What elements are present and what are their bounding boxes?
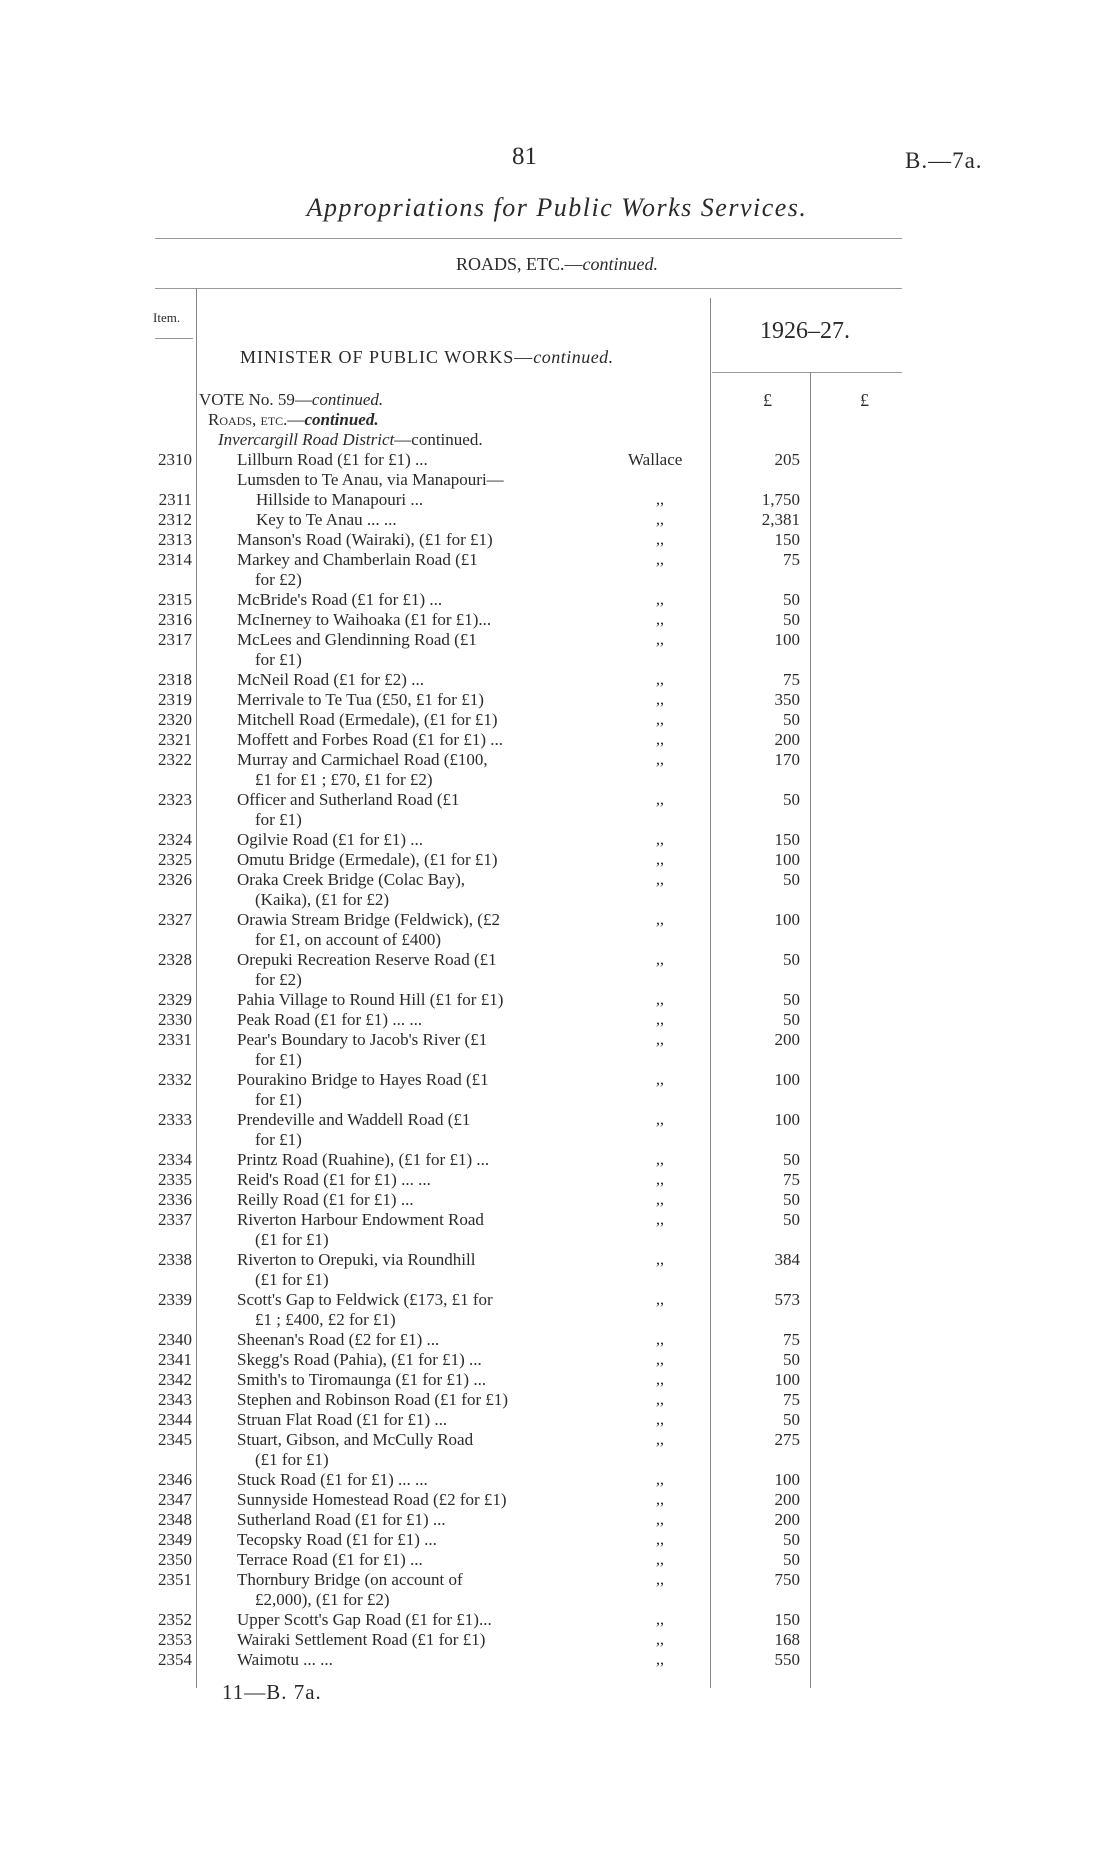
item-description: [237, 910, 572, 950]
item-description: [237, 1150, 572, 1170]
description-line: Pourakino Bridge to Hayes Road (£1: [237, 1070, 489, 1089]
item-number: 2339: [158, 1290, 192, 1309]
item-number: 2318: [158, 670, 192, 689]
description-line: for £1): [255, 650, 302, 669]
roads-heading-cont: continued.: [304, 410, 379, 429]
item-description: [237, 1410, 572, 1430]
item-description: [237, 1170, 572, 1190]
description-line: Markey and Chamberlain Road (£1: [237, 550, 478, 569]
amount: 50: [783, 590, 800, 609]
item-number: 2336: [158, 1190, 192, 1209]
amount: 100: [774, 850, 800, 869]
item-number: 2314: [158, 550, 192, 569]
electoral-district: ,,: [656, 631, 664, 648]
electoral-district: ,,: [656, 1331, 664, 1348]
item-number: 2340: [158, 1330, 192, 1349]
electoral-district: ,,: [656, 1411, 664, 1428]
electoral-district: ,,: [656, 1571, 664, 1588]
roads-heading-main: Roads, etc.—: [208, 410, 305, 429]
amount: 50: [783, 790, 800, 809]
description-line: Peak Road (£1 for £1) ... ...: [237, 1010, 423, 1029]
section-heading-cont: continued.: [582, 254, 658, 274]
description-line: Officer and Sutherland Road (£1: [237, 790, 460, 809]
electoral-district: ,,: [656, 1391, 664, 1408]
electoral-district: ,,: [656, 751, 664, 768]
item-number: 2323: [158, 790, 192, 809]
item-number: 2329: [158, 990, 192, 1009]
description-line: Wairaki Settlement Road (£1 for £1): [237, 1630, 486, 1649]
page-title: Appropriations for Public Works Services.: [306, 193, 808, 222]
electoral-district: ,,: [656, 1631, 664, 1648]
amount: 200: [774, 1030, 800, 1049]
amount: 100: [774, 910, 800, 929]
description-line: Waimotu ... ...: [237, 1650, 333, 1669]
electoral-district: ,,: [656, 1471, 664, 1488]
item-description: [237, 670, 572, 690]
description-line: Lillburn Road (£1 for £1) ...: [237, 450, 428, 469]
description-line: for £1): [255, 810, 302, 829]
amount: 50: [783, 1530, 800, 1549]
description-line: Ogilvie Road (£1 for £1) ...: [237, 830, 424, 849]
item-description: [237, 1470, 572, 1490]
amount: 1,750: [761, 490, 800, 509]
item-number: 2321: [158, 730, 192, 749]
item-number: 2343: [158, 1390, 192, 1409]
electoral-district: ,,: [656, 1611, 664, 1628]
description-line: McInerney to Waihoaka (£1 for £1)...: [237, 610, 492, 629]
item-number: 2351: [158, 1570, 192, 1589]
minister-heading-cont: continued.: [533, 347, 614, 367]
description-line: Pear's Boundary to Jacob's River (£1: [237, 1030, 488, 1049]
electoral-district: ,,: [656, 1251, 664, 1268]
item-number: 2326: [158, 870, 192, 889]
item-number: 2315: [158, 590, 192, 609]
description-line: Moffett and Forbes Road (£1 for £1) ...: [237, 730, 503, 749]
description-line: Omutu Bridge (Ermedale), (£1 for £1): [237, 850, 498, 869]
amount: 205: [774, 450, 800, 469]
description-line: for £1): [255, 1090, 302, 1109]
description-line: Smith's to Tiromaunga (£1 for £1) ...: [237, 1370, 487, 1389]
amount: 75: [783, 670, 800, 689]
item-column-header: Item.: [153, 310, 181, 325]
district-heading-main: Invercargill Road District: [218, 430, 395, 449]
item-description: [237, 1650, 572, 1670]
description-line: £1 ; £400, £2 for £1): [255, 1310, 396, 1329]
amount: 100: [774, 630, 800, 649]
item-number: 2324: [158, 830, 192, 849]
electoral-district: ,,: [656, 1151, 664, 1168]
amount: 75: [783, 1390, 800, 1409]
item-number: 2352: [158, 1610, 192, 1629]
description-line: Orawia Stream Bridge (Feldwick), (£2: [237, 910, 500, 929]
item-number: 2338: [158, 1250, 192, 1269]
description-line: Riverton Harbour Endowment Road: [237, 1210, 484, 1229]
item-number: 2350: [158, 1550, 192, 1569]
item-description: [237, 1030, 572, 1070]
item-description: [237, 950, 572, 990]
vote-heading-cont: continued.: [311, 390, 384, 409]
description-line: Upper Scott's Gap Road (£1 for £1)...: [237, 1610, 492, 1629]
electoral-district: ,,: [656, 531, 664, 548]
item-description: [237, 1630, 572, 1650]
description-line: Stuart, Gibson, and McCully Road: [237, 1430, 474, 1449]
vote-heading-main: VOTE No. 59—: [199, 390, 312, 409]
electoral-district: ,,: [656, 1351, 664, 1368]
description-line: for £2): [255, 970, 302, 989]
item-number: 2328: [158, 950, 192, 969]
item-description: [237, 1370, 572, 1390]
item-description: [237, 870, 572, 910]
amount: 168: [774, 1630, 800, 1649]
amount: 384: [774, 1250, 800, 1269]
item-description: [256, 490, 591, 510]
signature-mark: 11—B. 7a.: [222, 1680, 322, 1704]
amount: 150: [774, 530, 800, 549]
document-reference: B.—7a.: [905, 148, 983, 173]
description-line: Mitchell Road (Ermedale), (£1 for £1): [237, 710, 498, 729]
amount: 170: [774, 750, 800, 769]
item-number: 2312: [158, 510, 192, 529]
item-description: [237, 1550, 572, 1570]
amount: 50: [783, 1190, 800, 1209]
description-line: £1 for £1 ; £70, £1 for £2): [255, 770, 433, 789]
currency-label-1: £: [763, 390, 772, 410]
electoral-district: ,,: [656, 1491, 664, 1508]
amount: 200: [774, 1490, 800, 1509]
amount: 275: [774, 1430, 800, 1449]
section-heading-main: ROADS, ETC.—: [456, 254, 583, 274]
description-line: Stephen and Robinson Road (£1 for £1): [237, 1390, 509, 1409]
description-line: Reilly Road (£1 for £1) ...: [237, 1190, 414, 1209]
description-line: Sunnyside Homestead Road (£2 for £1): [237, 1490, 507, 1509]
electoral-district: ,,: [656, 1651, 664, 1668]
electoral-district: ,,: [656, 1071, 664, 1088]
electoral-district: ,,: [656, 691, 664, 708]
amount: 50: [783, 710, 800, 729]
description-line: £2,000), (£1 for £2): [255, 1590, 390, 1609]
item-number: 2330: [158, 1010, 192, 1029]
description-line: for £1, on account of £400): [255, 930, 442, 949]
amount: 50: [783, 1150, 800, 1169]
description-line: Riverton to Orepuki, via Roundhill: [237, 1250, 476, 1269]
electoral-district: ,,: [656, 1531, 664, 1548]
amount: 200: [774, 1510, 800, 1529]
item-description: [237, 1610, 572, 1630]
description-line: Merrivale to Te Tua (£50, £1 for £1): [237, 690, 484, 709]
electoral-district: ,,: [656, 1371, 664, 1388]
amount: 100: [774, 1070, 800, 1089]
item-description: [237, 1350, 572, 1370]
item-number: 2311: [158, 490, 192, 509]
item-description: [237, 450, 572, 470]
amount: 150: [774, 1610, 800, 1629]
minister-heading-main: MINISTER OF PUBLIC WORKS—: [240, 347, 534, 367]
item-description: [237, 1530, 572, 1550]
electoral-district: ,,: [656, 1031, 664, 1048]
description-line: McBride's Road (£1 for £1) ...: [237, 590, 443, 609]
item-number: 2320: [158, 710, 192, 729]
item-description: [237, 1290, 572, 1330]
electoral-district: ,,: [656, 1291, 664, 1308]
item-description: [237, 830, 572, 850]
item-description: [237, 1250, 572, 1290]
description-line: (£1 for £1): [255, 1270, 329, 1289]
electoral-district: ,,: [656, 831, 664, 848]
description-line: (Kaika), (£1 for £2): [255, 890, 390, 909]
item-description: [237, 530, 572, 550]
item-description: [237, 1210, 572, 1250]
amount: 50: [783, 1350, 800, 1369]
item-description: [237, 690, 572, 710]
amount: 75: [783, 550, 800, 569]
item-description: [237, 1430, 572, 1470]
electoral-district: ,,: [656, 991, 664, 1008]
item-description: [237, 790, 572, 830]
item-description: [237, 710, 572, 730]
amount: 100: [774, 1110, 800, 1129]
amount: 2,381: [761, 510, 800, 529]
description-line: Prendeville and Waddell Road (£1: [237, 1110, 471, 1129]
item-description: [237, 1190, 572, 1210]
description-line: Skegg's Road (Pahia), (£1 for £1) ...: [237, 1350, 482, 1369]
amount: 50: [783, 1550, 800, 1569]
amount: 50: [783, 1210, 800, 1229]
item-description: [237, 1390, 572, 1410]
description-line: McLees and Glendinning Road (£1: [237, 630, 477, 649]
electoral-district: ,,: [656, 911, 664, 928]
item-description: [237, 750, 572, 790]
item-number: 2332: [158, 1070, 192, 1089]
item-number: 2316: [158, 610, 192, 629]
item-number: 2333: [158, 1110, 192, 1129]
description-line: Manson's Road (Wairaki), (£1 for £1): [237, 530, 493, 549]
item-number: 2331: [158, 1030, 192, 1049]
description-line: Oraka Creek Bridge (Colac Bay),: [237, 870, 465, 889]
item-number: 2345: [158, 1430, 192, 1449]
item-description: [237, 550, 572, 590]
item-number: 2313: [158, 530, 192, 549]
description-line: Hillside to Manapouri ...: [256, 490, 424, 509]
description-line: Sheenan's Road (£2 for £1) ...: [237, 1330, 440, 1349]
description-line: for £1): [255, 1050, 302, 1069]
page-number: 81: [512, 143, 537, 170]
item-number: 2325: [158, 850, 192, 869]
description-line: Struan Flat Road (£1 for £1) ...: [237, 1410, 448, 1429]
description-line: Key to Te Anau ... ...: [256, 510, 397, 529]
item-description: [237, 1110, 572, 1150]
description-line: for £2): [255, 570, 302, 589]
electoral-district: ,,: [656, 951, 664, 968]
electoral-district: ,,: [656, 1191, 664, 1208]
description-line: for £1): [255, 1130, 302, 1149]
amount: 75: [783, 1330, 800, 1349]
item-description: [237, 1570, 572, 1610]
description-line: Sutherland Road (£1 for £1) ...: [237, 1510, 446, 1529]
description-line: McNeil Road (£1 for £2) ...: [237, 670, 424, 689]
description-line: Lumsden to Te Anau, via Manapouri—: [237, 470, 504, 489]
description-line: Reid's Road (£1 for £1) ... ...: [237, 1170, 431, 1189]
description-line: Thornbury Bridge (on account of: [237, 1570, 463, 1589]
electoral-district: ,,: [656, 671, 664, 688]
item-description: [237, 850, 572, 870]
electoral-district: ,,: [656, 1011, 664, 1028]
item-number: 2353: [158, 1630, 192, 1649]
electoral-district: ,,: [656, 871, 664, 888]
item-description: [237, 1070, 572, 1110]
electoral-district: ,,: [656, 1211, 664, 1228]
year-column-header: 1926–27.: [760, 318, 850, 344]
item-number: 2349: [158, 1530, 192, 1549]
description-line: Printz Road (Ruahine), (£1 for £1) ...: [237, 1150, 490, 1169]
item-description: [237, 590, 572, 610]
district-heading-cont: —continued.: [394, 430, 483, 449]
amount: 200: [774, 730, 800, 749]
item-number: 2347: [158, 1490, 192, 1509]
item-description: [237, 1490, 572, 1510]
amount: 350: [774, 690, 800, 709]
electoral-district: ,,: [656, 511, 664, 528]
electoral-district: ,,: [656, 491, 664, 508]
electoral-district: Wallace: [628, 450, 683, 469]
description-line: Scott's Gap to Feldwick (£173, £1 for: [237, 1290, 493, 1309]
electoral-district: ,,: [656, 1511, 664, 1528]
description-line: Murray and Carmichael Road (£100,: [237, 750, 488, 769]
electoral-district: ,,: [656, 851, 664, 868]
electoral-district: ,,: [656, 611, 664, 628]
electoral-district: ,,: [656, 551, 664, 568]
electoral-district: ,,: [656, 731, 664, 748]
amount: 50: [783, 990, 800, 1009]
item-number: 2322: [158, 750, 192, 769]
description-line: (£1 for £1): [255, 1450, 329, 1469]
item-number: 2335: [158, 1170, 192, 1189]
item-number: 2354: [158, 1650, 192, 1669]
item-number: 2341: [158, 1350, 192, 1369]
item-number: 2344: [158, 1410, 192, 1429]
item-number: 2327: [158, 910, 192, 929]
item-description: [237, 1510, 572, 1530]
description-line: Orepuki Recreation Reserve Road (£1: [237, 950, 497, 969]
amount: 573: [774, 1290, 800, 1309]
description-line: Pahia Village to Round Hill (£1 for £1): [237, 990, 504, 1009]
description-line: Tecopsky Road (£1 for £1) ...: [237, 1530, 437, 1549]
item-description: [237, 1010, 572, 1030]
item-description: [237, 470, 572, 490]
item-description: [237, 730, 572, 750]
item-description: [237, 630, 572, 670]
amount: 50: [783, 610, 800, 629]
amount: 100: [774, 1470, 800, 1489]
item-number: 2346: [158, 1470, 192, 1489]
amount: 150: [774, 830, 800, 849]
amount: 100: [774, 1370, 800, 1389]
item-description: [237, 1330, 572, 1350]
amount: 550: [774, 1650, 800, 1669]
description-line: Terrace Road (£1 for £1) ...: [237, 1550, 423, 1569]
electoral-district: ,,: [656, 1431, 664, 1448]
electoral-district: ,,: [656, 791, 664, 808]
amount: 50: [783, 950, 800, 969]
item-number: 2319: [158, 690, 192, 709]
electoral-district: ,,: [656, 1111, 664, 1128]
item-description: [237, 990, 572, 1010]
amount: 750: [774, 1570, 800, 1589]
amount: 50: [783, 870, 800, 889]
item-description: [256, 510, 591, 530]
electoral-district: ,,: [656, 711, 664, 728]
electoral-district: ,,: [656, 591, 664, 608]
item-number: 2310: [158, 450, 192, 469]
item-number: 2348: [158, 1510, 192, 1529]
item-number: 2337: [158, 1210, 192, 1229]
item-number: 2334: [158, 1150, 192, 1169]
description-line: Stuck Road (£1 for £1) ... ...: [237, 1470, 428, 1489]
amount: 75: [783, 1170, 800, 1189]
electoral-district: ,,: [656, 1551, 664, 1568]
item-description: [237, 610, 572, 630]
electoral-district: ,,: [656, 1171, 664, 1188]
currency-label-2: £: [860, 390, 869, 410]
description-line: (£1 for £1): [255, 1230, 329, 1249]
item-number: 2317: [158, 630, 192, 649]
amount: 50: [783, 1410, 800, 1429]
amount: 50: [783, 1010, 800, 1029]
item-number: 2342: [158, 1370, 192, 1389]
